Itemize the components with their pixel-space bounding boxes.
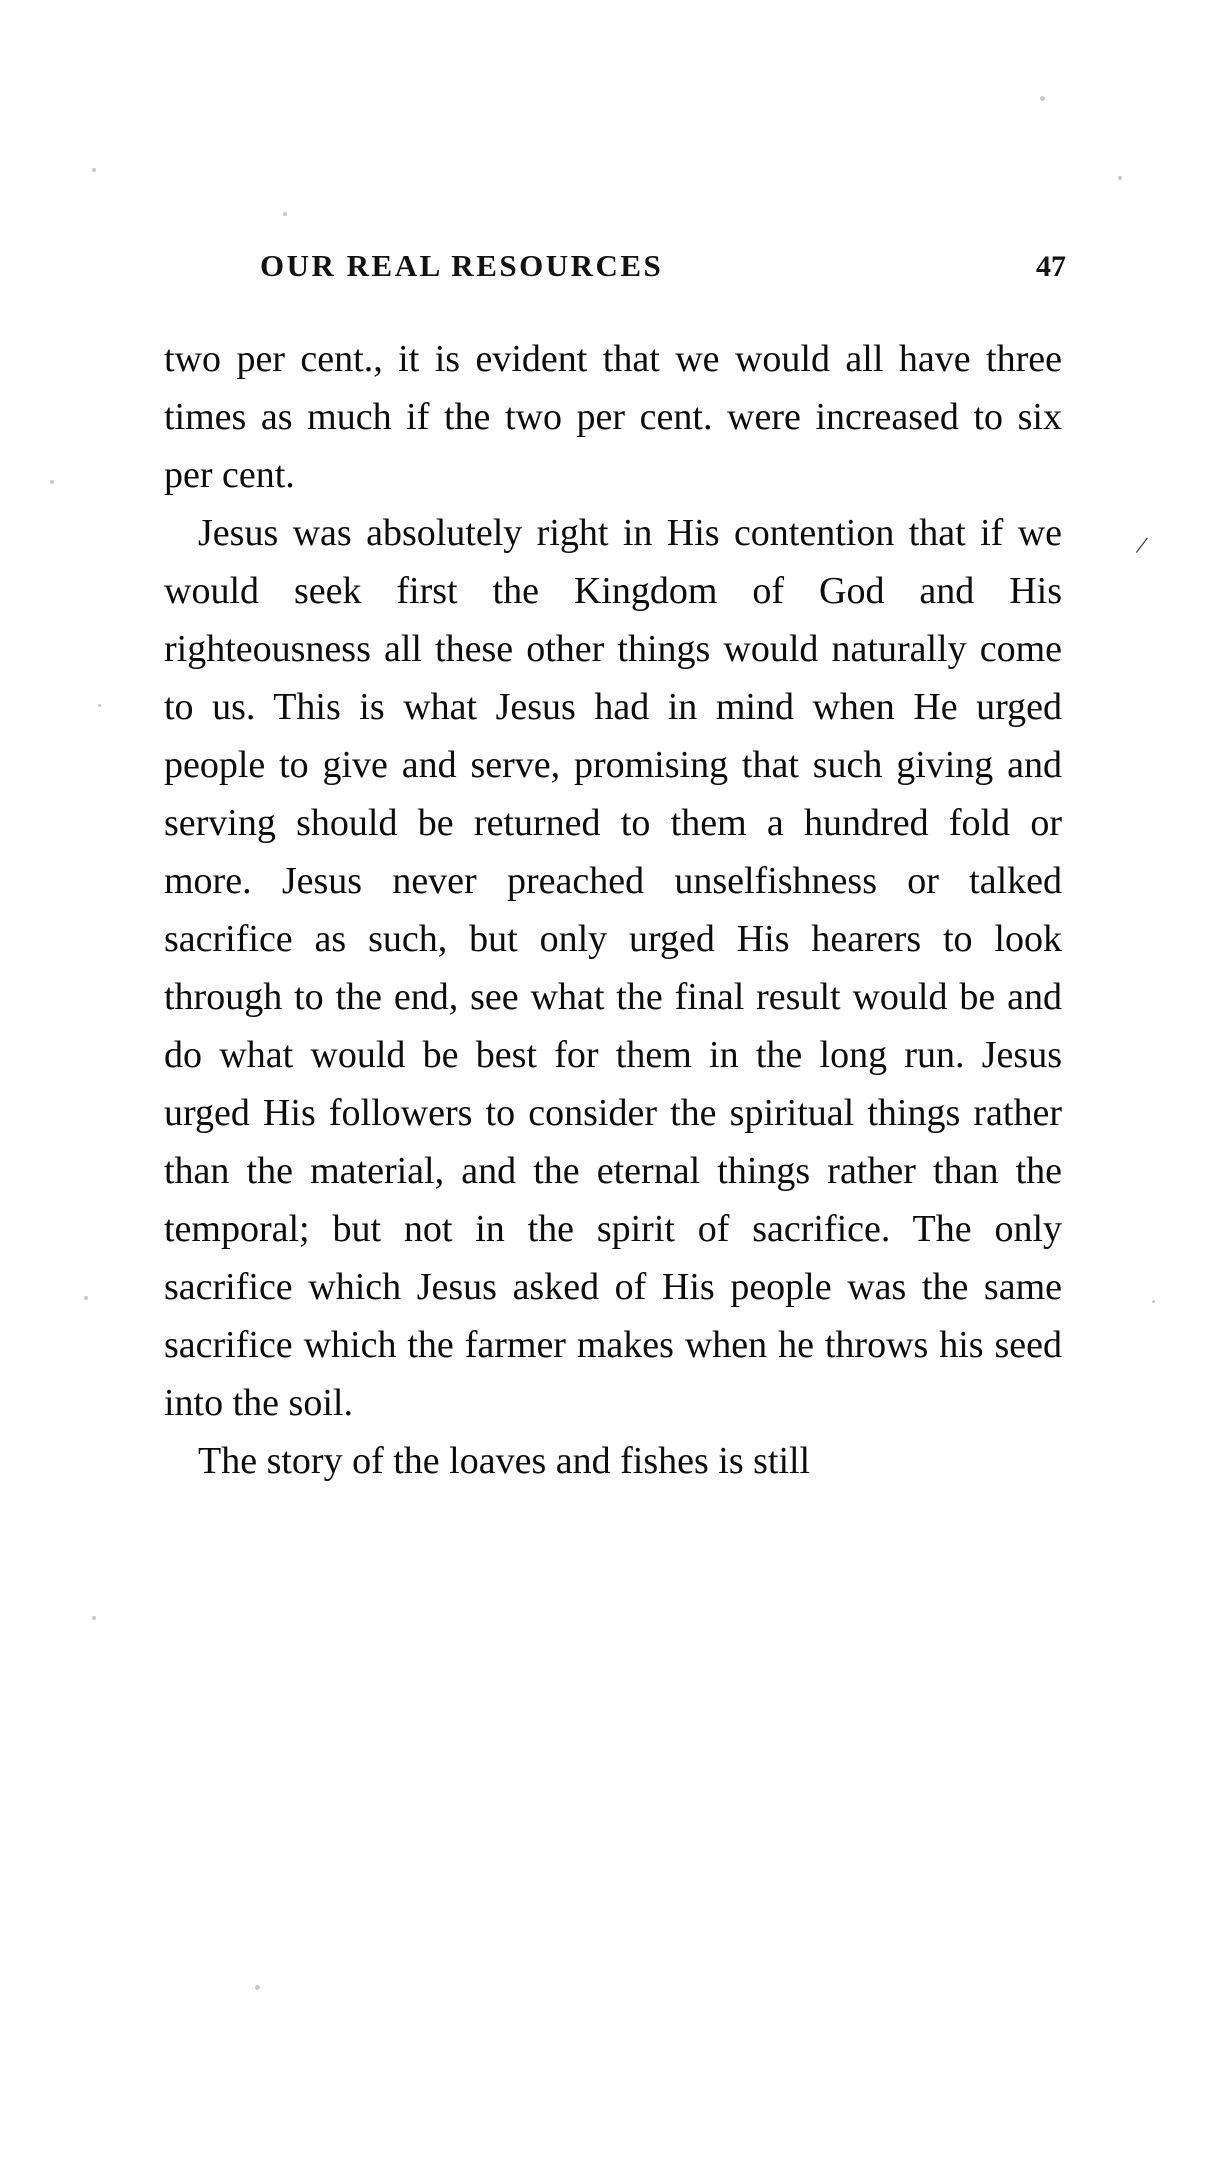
scan-speck	[92, 1616, 96, 1620]
paragraph-loaves-fishes: The story of the loaves and fishes is still	[198, 1440, 811, 1482]
scan-speck	[1152, 1300, 1155, 1303]
scan-speck	[1118, 176, 1122, 180]
running-head-title: OUR REAL RESOURCES	[260, 248, 664, 283]
paragraph-jesus-contention: Jesus was absolutely right in His contention that if we would seek first the Kingdom of God and His righteousness all these other things would naturally come to us. This is what Jesus had in mind when He urged people to give and serve, promising that such giving and serving should be returned to them a hundred fold or more. Jesus never preached unselfishness or talked sacrifice as such, but only urged His hearers to look through to the end, see what the final result would be and do what would be best for them in the long run. Jesus urged His followers to consider the spiritual things rather than the material, and the eternal things rather than the temporal; but not in the spirit of sacrifice. The only sacrifice which Jesus asked of His people was the same sacrifice which the farmer makes when he throws his seed into the soil.	[164, 512, 1062, 1424]
scan-speck	[255, 1985, 260, 1990]
body-text	[164, 330, 1062, 1490]
margin-pen-mark-icon: /	[1134, 530, 1150, 561]
page-header	[160, 248, 1066, 284]
scan-speck	[84, 1296, 88, 1300]
scan-speck	[283, 212, 287, 216]
scan-speck	[50, 480, 54, 484]
page-number: 47	[1036, 250, 1066, 283]
scan-speck	[98, 704, 101, 707]
scan-speck	[92, 168, 96, 172]
paragraph-continued: two per cent., it is evident that we would all have three times as much if the two per cent. were increased to six per cent.	[164, 338, 1062, 496]
scan-speck	[1040, 96, 1045, 101]
